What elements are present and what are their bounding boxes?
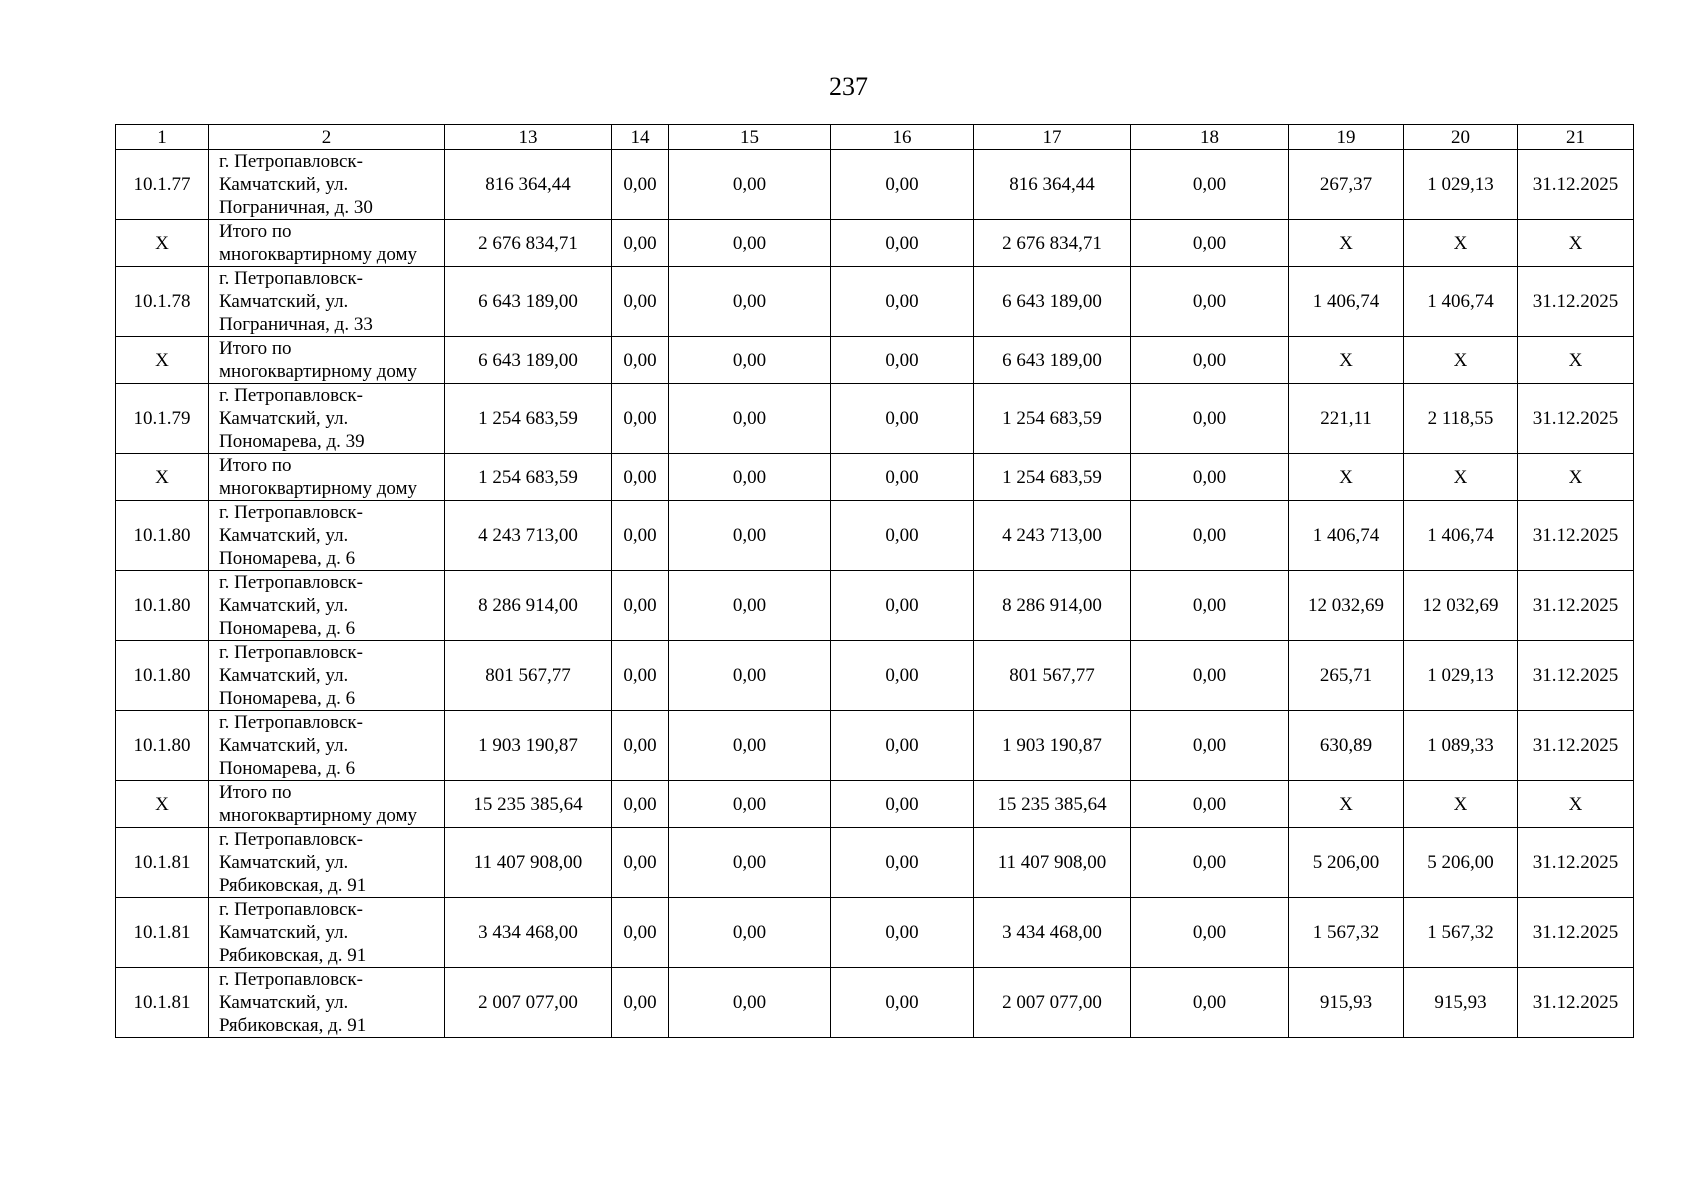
value-cell-13: 4 243 713,00 bbox=[445, 501, 612, 571]
value-cell-15: 0,00 bbox=[669, 968, 831, 1038]
total-row bbox=[116, 337, 1634, 384]
value-cell-21: 31.12.2025 bbox=[1518, 267, 1634, 337]
header-cell: 16 bbox=[831, 125, 974, 150]
value-cell-18: 0,00 bbox=[1131, 571, 1289, 641]
total-row bbox=[116, 454, 1634, 501]
value-cell-14: 0,00 bbox=[612, 501, 669, 571]
table-body bbox=[116, 125, 1634, 1038]
value-cell-14: 0,00 bbox=[612, 150, 669, 220]
value-cell-21: 31.12.2025 bbox=[1518, 828, 1634, 898]
item-number-cell: 10.1.78 bbox=[116, 267, 209, 337]
header-cell: 13 bbox=[445, 125, 612, 150]
value-cell-15: 0,00 bbox=[669, 337, 831, 384]
value-cell-15: 0,00 bbox=[669, 384, 831, 454]
value-cell-15: 0,00 bbox=[669, 454, 831, 501]
address-line: г. Петропавловск- bbox=[219, 385, 363, 406]
value-cell-19: 915,93 bbox=[1289, 968, 1404, 1038]
address-line: Итого по bbox=[219, 455, 292, 476]
address-line: г. Петропавловск- bbox=[219, 642, 363, 663]
total-label-cell bbox=[209, 337, 445, 384]
value-cell-14: 0,00 bbox=[612, 454, 669, 501]
value-cell-20: 1 406,74 bbox=[1404, 267, 1518, 337]
value-cell-19: X bbox=[1289, 220, 1404, 267]
value-cell-13: 801 567,77 bbox=[445, 641, 612, 711]
value-cell-14: 0,00 bbox=[612, 968, 669, 1038]
address-line: Камчатский, ул. bbox=[219, 665, 349, 686]
value-cell-18: 0,00 bbox=[1131, 454, 1289, 501]
address-line: Камчатский, ул. bbox=[219, 525, 349, 546]
address-cell bbox=[209, 501, 445, 571]
value-cell-16: 0,00 bbox=[831, 641, 974, 711]
address-line: Пономарева, д. 6 bbox=[219, 688, 356, 709]
table-row bbox=[116, 501, 1634, 571]
item-number-cell: 10.1.79 bbox=[116, 384, 209, 454]
header-cell: 2 bbox=[209, 125, 445, 150]
address-line: г. Петропавловск- bbox=[219, 712, 363, 733]
value-cell-17: 2 676 834,71 bbox=[974, 220, 1131, 267]
header-cell: 21 bbox=[1518, 125, 1634, 150]
value-cell-18: 0,00 bbox=[1131, 968, 1289, 1038]
header-cell: 14 bbox=[612, 125, 669, 150]
header-cell: 15 bbox=[669, 125, 831, 150]
value-cell-17: 816 364,44 bbox=[974, 150, 1131, 220]
value-cell-21: X bbox=[1518, 454, 1634, 501]
value-cell-16: 0,00 bbox=[831, 384, 974, 454]
value-cell-16: 0,00 bbox=[831, 781, 974, 828]
value-cell-17: 6 643 189,00 bbox=[974, 337, 1131, 384]
total-label-cell bbox=[209, 454, 445, 501]
value-cell-17: 2 007 077,00 bbox=[974, 968, 1131, 1038]
value-cell-18: 0,00 bbox=[1131, 501, 1289, 571]
address-line: Пограничная, д. 30 bbox=[219, 197, 373, 218]
value-cell-16: 0,00 bbox=[831, 828, 974, 898]
header-cell: 18 bbox=[1131, 125, 1289, 150]
address-line: Пограничная, д. 33 bbox=[219, 314, 373, 335]
item-number-cell: 10.1.80 bbox=[116, 641, 209, 711]
value-cell-20: 1 089,33 bbox=[1404, 711, 1518, 781]
address-line: Рябиковская, д. 91 bbox=[219, 945, 367, 966]
address-line: Пономарева, д. 6 bbox=[219, 758, 356, 779]
value-cell-17: 11 407 908,00 bbox=[974, 828, 1131, 898]
value-cell-13: 816 364,44 bbox=[445, 150, 612, 220]
address-cell bbox=[209, 828, 445, 898]
address-cell bbox=[209, 968, 445, 1038]
address-line: Пономарева, д. 6 bbox=[219, 548, 356, 569]
value-cell-20: X bbox=[1404, 337, 1518, 384]
address-line: г. Петропавловск- bbox=[219, 829, 363, 850]
address-cell bbox=[209, 384, 445, 454]
value-cell-13: 15 235 385,64 bbox=[445, 781, 612, 828]
value-cell-17: 3 434 468,00 bbox=[974, 898, 1131, 968]
value-cell-20: X bbox=[1404, 454, 1518, 501]
value-cell-17: 1 254 683,59 bbox=[974, 384, 1131, 454]
data-table bbox=[115, 124, 1634, 1038]
value-cell-17: 8 286 914,00 bbox=[974, 571, 1131, 641]
value-cell-16: 0,00 bbox=[831, 454, 974, 501]
value-cell-13: 6 643 189,00 bbox=[445, 267, 612, 337]
value-cell-14: 0,00 bbox=[612, 781, 669, 828]
address-line: г. Петропавловск- bbox=[219, 899, 363, 920]
table-row bbox=[116, 267, 1634, 337]
item-number-cell: 10.1.77 bbox=[116, 150, 209, 220]
item-number-cell: 10.1.81 bbox=[116, 828, 209, 898]
value-cell-19: X bbox=[1289, 781, 1404, 828]
value-cell-16: 0,00 bbox=[831, 150, 974, 220]
value-cell-18: 0,00 bbox=[1131, 781, 1289, 828]
address-line: многоквартирному дому bbox=[219, 244, 418, 265]
value-cell-16: 0,00 bbox=[831, 711, 974, 781]
table-row bbox=[116, 828, 1634, 898]
value-cell-13: 2 676 834,71 bbox=[445, 220, 612, 267]
value-cell-20: 915,93 bbox=[1404, 968, 1518, 1038]
value-cell-13: 2 007 077,00 bbox=[445, 968, 612, 1038]
total-label-cell bbox=[209, 781, 445, 828]
item-number-cell: X bbox=[116, 337, 209, 384]
address-line: г. Петропавловск- bbox=[219, 502, 363, 523]
address-cell bbox=[209, 571, 445, 641]
address-line: Итого по bbox=[219, 221, 292, 242]
value-cell-19: X bbox=[1289, 454, 1404, 501]
value-cell-17: 4 243 713,00 bbox=[974, 501, 1131, 571]
value-cell-15: 0,00 bbox=[669, 571, 831, 641]
value-cell-13: 1 903 190,87 bbox=[445, 711, 612, 781]
header-row bbox=[116, 125, 1634, 150]
value-cell-15: 0,00 bbox=[669, 828, 831, 898]
value-cell-16: 0,00 bbox=[831, 898, 974, 968]
value-cell-14: 0,00 bbox=[612, 641, 669, 711]
address-line: Рябиковская, д. 91 bbox=[219, 875, 367, 896]
value-cell-19: 630,89 bbox=[1289, 711, 1404, 781]
value-cell-20: 1 029,13 bbox=[1404, 150, 1518, 220]
address-line: Камчатский, ул. bbox=[219, 595, 349, 616]
value-cell-13: 1 254 683,59 bbox=[445, 454, 612, 501]
address-line: многоквартирному дому bbox=[219, 361, 418, 382]
value-cell-14: 0,00 bbox=[612, 267, 669, 337]
value-cell-20: 1 029,13 bbox=[1404, 641, 1518, 711]
item-number-cell: X bbox=[116, 454, 209, 501]
address-line: Итого по bbox=[219, 338, 292, 359]
address-line: Камчатский, ул. bbox=[219, 735, 349, 756]
address-line: Пономарева, д. 39 bbox=[219, 431, 365, 452]
value-cell-15: 0,00 bbox=[669, 898, 831, 968]
value-cell-13: 8 286 914,00 bbox=[445, 571, 612, 641]
item-number-cell: 10.1.81 bbox=[116, 968, 209, 1038]
value-cell-13: 1 254 683,59 bbox=[445, 384, 612, 454]
value-cell-21: 31.12.2025 bbox=[1518, 384, 1634, 454]
value-cell-16: 0,00 bbox=[831, 501, 974, 571]
value-cell-18: 0,00 bbox=[1131, 220, 1289, 267]
value-cell-19: X bbox=[1289, 337, 1404, 384]
value-cell-14: 0,00 bbox=[612, 571, 669, 641]
value-cell-19: 12 032,69 bbox=[1289, 571, 1404, 641]
value-cell-14: 0,00 bbox=[612, 384, 669, 454]
value-cell-15: 0,00 bbox=[669, 220, 831, 267]
value-cell-21: 31.12.2025 bbox=[1518, 501, 1634, 571]
value-cell-19: 267,37 bbox=[1289, 150, 1404, 220]
value-cell-14: 0,00 bbox=[612, 711, 669, 781]
value-cell-17: 6 643 189,00 bbox=[974, 267, 1131, 337]
value-cell-15: 0,00 bbox=[669, 641, 831, 711]
address-cell bbox=[209, 641, 445, 711]
page-number: 237 bbox=[829, 72, 868, 101]
address-cell bbox=[209, 898, 445, 968]
value-cell-17: 1 903 190,87 bbox=[974, 711, 1131, 781]
value-cell-19: 1 567,32 bbox=[1289, 898, 1404, 968]
value-cell-21: 31.12.2025 bbox=[1518, 968, 1634, 1038]
address-line: многоквартирному дому bbox=[219, 805, 418, 826]
total-row bbox=[116, 220, 1634, 267]
value-cell-15: 0,00 bbox=[669, 267, 831, 337]
value-cell-18: 0,00 bbox=[1131, 337, 1289, 384]
value-cell-18: 0,00 bbox=[1131, 828, 1289, 898]
total-row bbox=[116, 781, 1634, 828]
value-cell-15: 0,00 bbox=[669, 501, 831, 571]
value-cell-21: X bbox=[1518, 781, 1634, 828]
value-cell-16: 0,00 bbox=[831, 968, 974, 1038]
value-cell-17: 1 254 683,59 bbox=[974, 454, 1131, 501]
value-cell-16: 0,00 bbox=[831, 571, 974, 641]
value-cell-16: 0,00 bbox=[831, 267, 974, 337]
item-number-cell: 10.1.80 bbox=[116, 501, 209, 571]
address-line: г. Петропавловск- bbox=[219, 151, 363, 172]
address-line: Камчатский, ул. bbox=[219, 922, 349, 943]
value-cell-21: X bbox=[1518, 220, 1634, 267]
address-line: Камчатский, ул. bbox=[219, 852, 349, 873]
address-line: г. Петропавловск- bbox=[219, 572, 363, 593]
address-cell bbox=[209, 150, 445, 220]
table-row bbox=[116, 641, 1634, 711]
header-cell: 20 bbox=[1404, 125, 1518, 150]
header-cell: 17 bbox=[974, 125, 1131, 150]
value-cell-14: 0,00 bbox=[612, 898, 669, 968]
table-row bbox=[116, 150, 1634, 220]
value-cell-21: 31.12.2025 bbox=[1518, 150, 1634, 220]
address-line: Камчатский, ул. bbox=[219, 992, 349, 1013]
value-cell-18: 0,00 bbox=[1131, 641, 1289, 711]
value-cell-15: 0,00 bbox=[669, 781, 831, 828]
item-number-cell: X bbox=[116, 781, 209, 828]
value-cell-16: 0,00 bbox=[831, 220, 974, 267]
value-cell-15: 0,00 bbox=[669, 150, 831, 220]
value-cell-18: 0,00 bbox=[1131, 711, 1289, 781]
table-row bbox=[116, 711, 1634, 781]
value-cell-21: 31.12.2025 bbox=[1518, 898, 1634, 968]
table-row bbox=[116, 898, 1634, 968]
value-cell-14: 0,00 bbox=[612, 828, 669, 898]
value-cell-20: X bbox=[1404, 781, 1518, 828]
value-cell-13: 11 407 908,00 bbox=[445, 828, 612, 898]
total-label-cell bbox=[209, 220, 445, 267]
address-line: многоквартирному дому bbox=[219, 478, 418, 499]
table-row bbox=[116, 384, 1634, 454]
value-cell-21: 31.12.2025 bbox=[1518, 641, 1634, 711]
value-cell-19: 221,11 bbox=[1289, 384, 1404, 454]
item-number-cell: X bbox=[116, 220, 209, 267]
value-cell-20: X bbox=[1404, 220, 1518, 267]
value-cell-13: 6 643 189,00 bbox=[445, 337, 612, 384]
value-cell-18: 0,00 bbox=[1131, 267, 1289, 337]
value-cell-18: 0,00 bbox=[1131, 898, 1289, 968]
value-cell-14: 0,00 bbox=[612, 220, 669, 267]
value-cell-21: 31.12.2025 bbox=[1518, 711, 1634, 781]
value-cell-19: 5 206,00 bbox=[1289, 828, 1404, 898]
item-number-cell: 10.1.80 bbox=[116, 571, 209, 641]
address-cell bbox=[209, 267, 445, 337]
value-cell-14: 0,00 bbox=[612, 337, 669, 384]
value-cell-17: 15 235 385,64 bbox=[974, 781, 1131, 828]
item-number-cell: 10.1.80 bbox=[116, 711, 209, 781]
value-cell-20: 12 032,69 bbox=[1404, 571, 1518, 641]
value-cell-13: 3 434 468,00 bbox=[445, 898, 612, 968]
header-cell: 19 bbox=[1289, 125, 1404, 150]
table-row bbox=[116, 968, 1634, 1038]
value-cell-19: 265,71 bbox=[1289, 641, 1404, 711]
value-cell-20: 2 118,55 bbox=[1404, 384, 1518, 454]
address-cell bbox=[209, 711, 445, 781]
value-cell-16: 0,00 bbox=[831, 337, 974, 384]
address-line: Камчатский, ул. bbox=[219, 291, 349, 312]
value-cell-18: 0,00 bbox=[1131, 384, 1289, 454]
table-row bbox=[116, 571, 1634, 641]
value-cell-18: 0,00 bbox=[1131, 150, 1289, 220]
item-number-cell: 10.1.81 bbox=[116, 898, 209, 968]
value-cell-17: 801 567,77 bbox=[974, 641, 1131, 711]
value-cell-15: 0,00 bbox=[669, 711, 831, 781]
value-cell-20: 1 567,32 bbox=[1404, 898, 1518, 968]
value-cell-20: 5 206,00 bbox=[1404, 828, 1518, 898]
value-cell-20: 1 406,74 bbox=[1404, 501, 1518, 571]
address-line: г. Петропавловск- bbox=[219, 969, 363, 990]
address-line: Рябиковская, д. 91 bbox=[219, 1015, 367, 1036]
value-cell-21: X bbox=[1518, 337, 1634, 384]
address-line: Итого по bbox=[219, 782, 292, 803]
value-cell-19: 1 406,74 bbox=[1289, 267, 1404, 337]
address-line: Камчатский, ул. bbox=[219, 174, 349, 195]
header-cell: 1 bbox=[116, 125, 209, 150]
value-cell-21: 31.12.2025 bbox=[1518, 571, 1634, 641]
address-line: Пономарева, д. 6 bbox=[219, 618, 356, 639]
address-line: г. Петропавловск- bbox=[219, 268, 363, 289]
value-cell-19: 1 406,74 bbox=[1289, 501, 1404, 571]
address-line: Камчатский, ул. bbox=[219, 408, 349, 429]
